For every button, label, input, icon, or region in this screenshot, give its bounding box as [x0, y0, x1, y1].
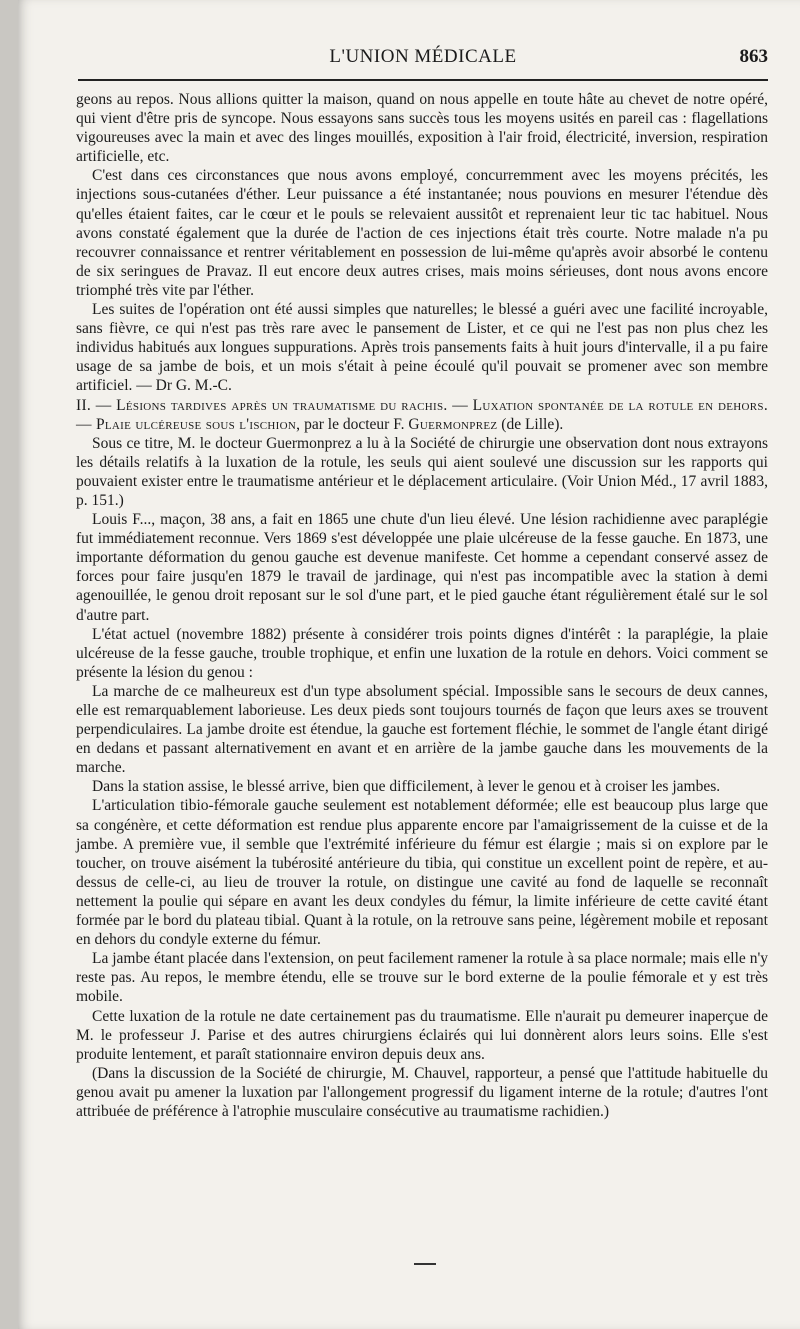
section-title-heading: II. — Lésions tardives après un traumatisme du rachis. — Luxation spontanée de la rotule en dehors. — Plaie ulcéreuse sous l'ischion,	[76, 396, 768, 433]
section-title-origin: (de Lille).	[497, 415, 564, 433]
paragraph-12: (Dans la discussion de la Société de chirurgie, M. Chauvel, rapporteur, a pensé que l'attitude habituelle du genou avait pu amener la luxation par l'allongement progressif du ligament interne de la rotule; d'autres l'ont attribuée de préférence à l'atrophie musculaire consécutive au traumatisme rachidien.)	[76, 1064, 768, 1120]
page-number: 863	[739, 46, 768, 67]
paragraph-7: La marche de ce malheureux est d'un type absolument spécial. Impossible sans le secours de deux cannes, elle est remarquablement laborieuse. Les deux pieds sont toujours tournés de façon que leurs axes se trouvent perpendiculaires. La jambe droite est étendue, la gauche est fortement fléchie, le sommet de l'angle étant dirigé en dedans et passant alternativement en avant et en arrière de la jambe gauche dans les mouvements de la marche.	[76, 682, 768, 777]
end-mark	[414, 1263, 436, 1265]
paragraph-1: geons au repos. Nous allions quitter la maison, quand on nous appelle en toute hâte au chevet de notre opéré, qui vient d'être pris de syncope. Nous essayons sans succès tous les moyens usités en pareil cas : flagellations vigoureuses avec la main et avec des linges mouillés, exposition à l'air froid, électricité, inversion, respiration artificielle, etc.	[76, 91, 768, 166]
section-title	[76, 396, 768, 434]
paragraph-3: Les suites de l'opération ont été aussi simples que naturelles; le blessé a guéri avec une facilité incroyable, sans fièvre, ce qui n'est pas très rare avec le pansement de Lister, et ce qui ne l'est pas non plus chez les individus habitués aux longues suppurations. Après trois pansements faits à huit jours d'intervalle, il a pu faire usage de sa jambe de bois, et un mois s'était à peine écoulé qu'il pouvait se promener avec son membre artificiel. — Dr G. M.-C.	[76, 301, 768, 395]
header-rule	[78, 79, 768, 81]
article-body	[76, 90, 768, 1121]
page-header	[78, 46, 768, 72]
paragraph-11: Cette luxation de la rotule ne date certainement pas du traumatisme. Elle n'aurait pu demeurer inaperçue de M. le professeur J. Parise et des autres chirurgiens éclairés qui lui donnèrent alors leurs soins. Elle s'est produite lentement, et paraît stationnaire environ depuis deux ans.	[76, 1007, 768, 1063]
section-title-author: Guermonprez	[408, 415, 498, 433]
paragraph-10: La jambe étant placée dans l'extension, on peut facilement ramener la rotule à sa place normale; mais elle n'y reste pas. Au repos, le membre étendu, elle se trouve sur le bord externe de la poulie fémorale et y est très mobile.	[76, 950, 768, 1006]
paragraph-9: L'articulation tibio-fémorale gauche seulement est notablement déformée; elle est beaucoup plus large que sa congénère, et cette déformation est rendue plus apparente encore par l'amaigrissement de la cuisse et de la jambe. A première vue, il semble que l'extrémité inférieure du fémur est élargie ; mais si on explore par le toucher, on trouve aisément la tubérosité antérieure du tibia, qui constitue un excellent point de repère, et au-dessus de celle-ci, au lieu de trouver la rotule, on distingue une cavité au fond de laquelle se reconnaît nettement la poulie qui sépare en avant les deux condyles du fémur, la limite inférieure de cette cavité étant formée par le bord du plateau tibial. Quant à la rotule, on la retrouve sans peine, légèrement mobile et reposant en dehors du condyle externe du fémur.	[76, 797, 768, 949]
paragraph-5: Louis F..., maçon, 38 ans, a fait en 1865 une chute d'un lieu élevé. Une lésion rachidienne avec paraplégie fut immédiatement reconnue. Vers 1869 s'est développée une plaie ulcéreuse de la fesse gauche. En 1873, une importante déformation du genou gauche est devenue manifeste. Cet homme a cependant conservé assez de forces pour faire jusqu'en 1879 le travail de jardinage, qui n'est pas incompatible avec la station à demi agenouillée, le genou droit reposant sur le sol d'une part, et le pied gauche étant régulièrement étalé sur le sol d'autre part.	[76, 511, 768, 624]
paragraph-8: Dans la station assise, le blessé arrive, bien que difficilement, à lever le genou et à croiser les jambes.	[92, 778, 721, 796]
paragraph-6: L'état actuel (novembre 1882) présente à considérer trois points dignes d'intérêt : la paraplégie, la plaie ulcéreuse de la fesse gauche, trouble trophique, et enfin une luxation de la rotule en dehors. Voici comment se présente la lésion du genou :	[76, 625, 768, 681]
section-title-byline: par le docteur F.	[300, 415, 409, 433]
running-title: L'UNION MÉDICALE	[329, 46, 517, 67]
paragraph-4: Sous ce titre, M. le docteur Guermonprez a lu à la Société de chirurgie une observation dont nous extrayons les détails relatifs à la luxation de la rotule, les seuls qui aient soulevé une discussion sur les rapports qui pouvaient exister entre le traumatisme antérieur et le déplacement articulaire. (Voir Union Méd., 17 avril 1883, p. 151.)	[76, 434, 768, 509]
document-page	[18, 0, 800, 1329]
paragraph-2: C'est dans ces circonstances que nous avons employé, concurremment avec les moyens précités, les injections sous-cutanées d'éther. Leur puissance a été instantanée; nous pouvions en mesurer l'étendue dès qu'elles étaient faites, car le cœur et le pouls se relevaient aussitôt et reprenaient leur tic tac habituel. Nous avons constaté également que la durée de l'action de ces injections était très courte. Notre malade n'a pu recouvrer connaissance et rentrer véritablement en possession de lui-même qu'après avoir absorbé le contenu de six seringues de Pravaz. Il eut encore deux autres crises, mais moins sérieuses, dont nous avons encore triomphé très vite par l'éther.	[76, 167, 768, 299]
